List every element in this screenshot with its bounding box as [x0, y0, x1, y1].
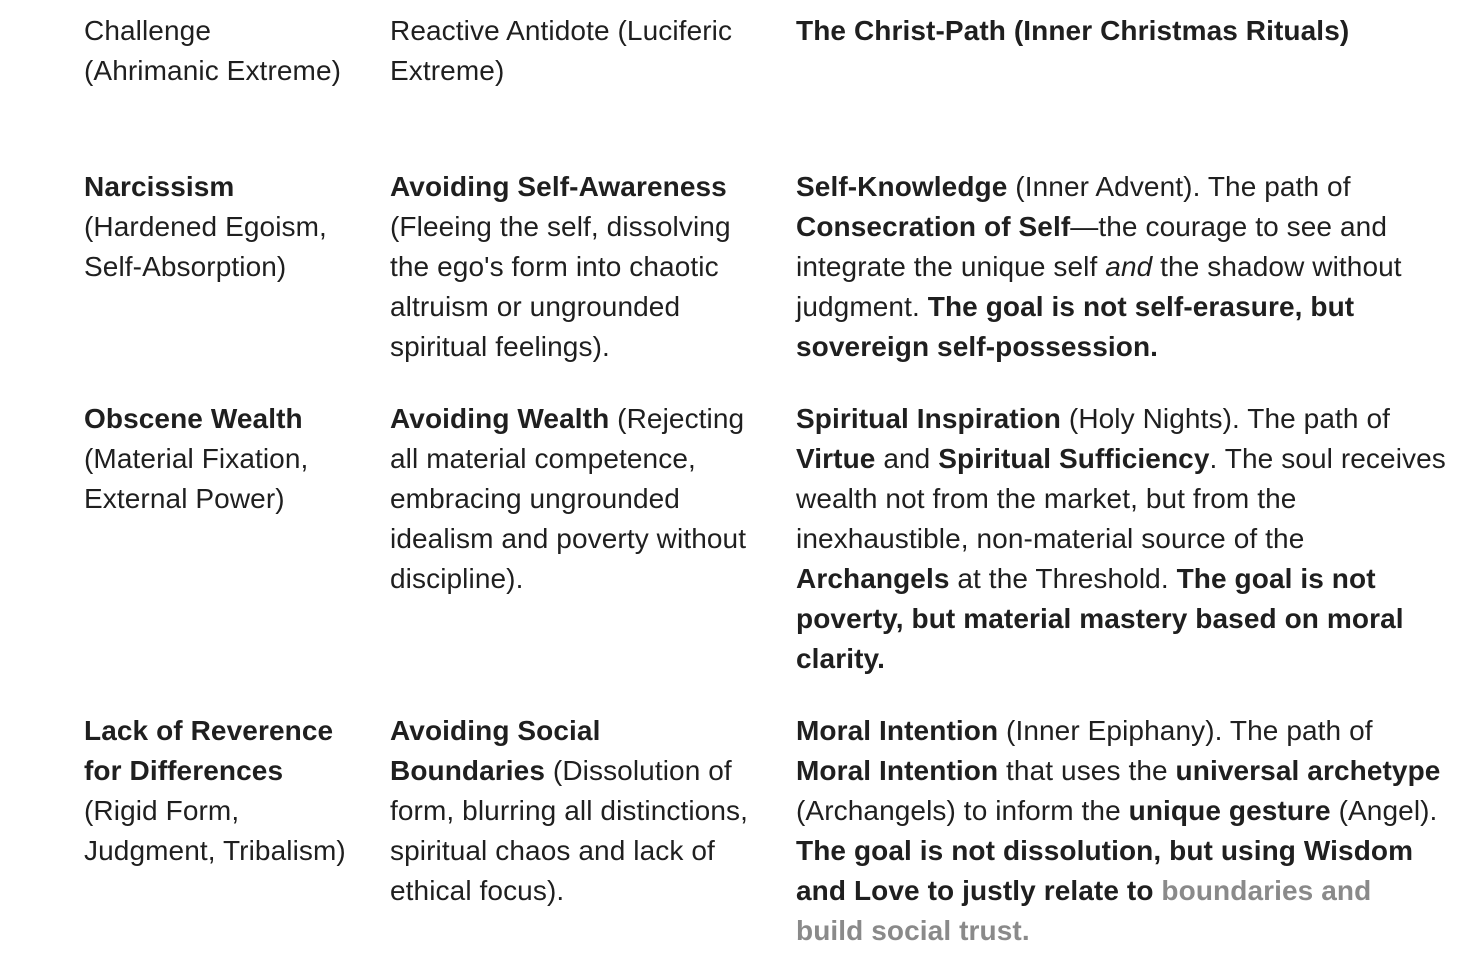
table-header-row [84, 11, 1454, 167]
comparison-table [84, 11, 1454, 971]
path-text-segment: —the courage to see and integrate the unique self [796, 211, 1388, 282]
path-text-segment: and [875, 443, 939, 474]
path-text-segment: universal archetype [1175, 755, 1441, 786]
path-text-segment: The goal is not dissolution, but using Wisdom and Love to justly relate to [796, 835, 1414, 906]
challenge-title: Narcissism [84, 171, 235, 202]
antidote-description: (Fleeing the self, dissolving the ego's form into chaotic altruism or ungrounded spiritual feelings). [390, 211, 731, 362]
path-text-segment: . The soul receives wealth not from the market, but from the inexhaustible, non-material source of the [796, 443, 1446, 554]
path-text-segment: Consecration of Self [796, 211, 1071, 242]
table-row [84, 399, 1454, 711]
path-text-segment: at the Threshold. [949, 563, 1177, 594]
path-text-segment: The goal is not self-erasure, but sovereign self-possession. [796, 291, 1355, 362]
antidote-cell [390, 167, 796, 367]
path-text-segment: Spiritual Inspiration [796, 403, 1062, 434]
path-text-segment: Moral Intention [796, 715, 999, 746]
table-row [84, 167, 1454, 399]
path-text-segment: Spiritual Sufficiency [938, 443, 1210, 474]
header-christ-path-text: The Christ-Path (Inner Christmas Rituals) [796, 15, 1350, 46]
antidote-description: (Rejecting all material competence, embracing ungrounded idealism and poverty without discipline). [390, 403, 747, 594]
antidote-title: Avoiding Wealth [390, 403, 610, 434]
challenge-title: Obscene Wealth [84, 403, 303, 434]
challenge-description: (Hardened Egoism, Self-Absorption) [84, 211, 327, 282]
path-text-segment: and [1105, 251, 1153, 282]
challenge-cell [84, 711, 390, 871]
challenge-description: (Material Fixation, External Power) [84, 443, 309, 514]
antidote-cell [390, 711, 796, 911]
header-christ-path [796, 11, 1446, 51]
path-text-segment: Self-Knowledge [796, 171, 1008, 202]
path-text-segment: unique gesture [1128, 795, 1331, 826]
header-antidote-text: Reactive Antidote (Luciferic Extreme) [390, 15, 733, 86]
path-cell [796, 167, 1446, 367]
path-text-segment: (Holy Nights). The path of [1061, 403, 1391, 434]
header-antidote [390, 11, 796, 91]
path-text-segment: (Angel). [1330, 795, 1438, 826]
path-text-segment: Virtue [796, 443, 876, 474]
header-challenge-text: Challenge (Ahrimanic Extreme) [84, 15, 342, 86]
antidote-title: Avoiding Social Boundaries [390, 715, 601, 786]
table-row [84, 711, 1454, 971]
path-text-segment: Moral Intention [796, 755, 999, 786]
challenge-cell [84, 167, 390, 287]
challenge-description: (Rigid Form, Judgment, Tribalism) [84, 795, 346, 866]
path-text-segment: (Archangels) to inform the [796, 795, 1129, 826]
challenge-title: Lack of Reverence for Differences [84, 715, 334, 786]
path-text-segment: that uses the [998, 755, 1176, 786]
path-text-segment: boundaries and build social trust. [796, 875, 1372, 946]
header-challenge [84, 11, 390, 91]
path-text-segment: (Inner Advent). The path of [1007, 171, 1351, 202]
challenge-cell [84, 399, 390, 519]
antidote-title: Avoiding Self-Awareness [390, 171, 727, 202]
path-text-segment: the shadow without judgment. [796, 251, 1402, 322]
path-text-segment: Archangels [796, 563, 950, 594]
antidote-cell [390, 399, 796, 599]
antidote-description: (Dissolution of form, blurring all distinctions, spiritual chaos and lack of ethical focus). [390, 755, 748, 906]
path-text-segment: (Inner Epiphany). The path of [998, 715, 1373, 746]
path-text-segment: The goal is not poverty, but material mastery based on moral clarity. [796, 563, 1404, 674]
path-cell [796, 399, 1446, 679]
path-cell [796, 711, 1446, 951]
